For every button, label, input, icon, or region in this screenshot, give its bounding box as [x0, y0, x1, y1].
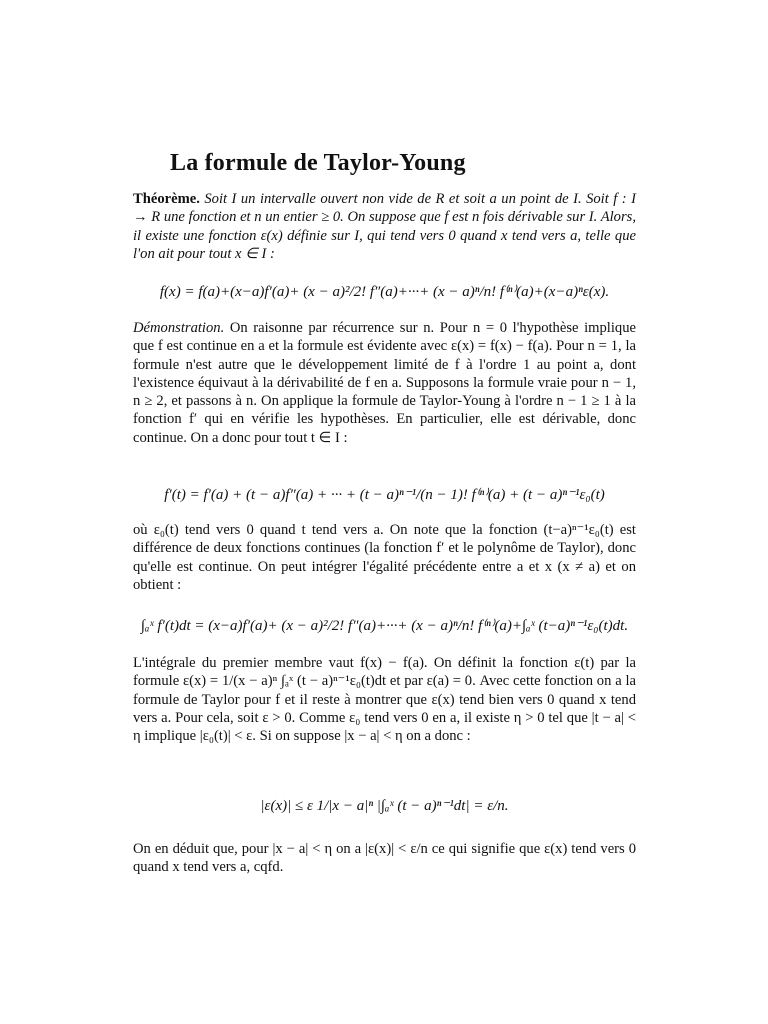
formula-bound: |ε(x)| ≤ ε 1/|x − a|ⁿ |∫ₐˣ (t − a)ⁿ⁻¹dt| = ε/n. [260, 798, 509, 814]
proof-paragraph [133, 319, 636, 447]
formula-taylor-young: f(x) = f(a)+(x−a)f′(a)+ (x − a)²/2! f″(a)+···+ (x − a)ⁿ/n! f⁽ⁿ⁾(a)+(x−a)ⁿε(x). [159, 284, 610, 300]
continuity-paragraph: où ε₀(t) tend vers 0 quand t tend vers a. On note que la fonction (t−a)ⁿ⁻¹ε₀(t) est différence de deux fonctions continues (la fonction f′ et le polynôme de Taylor), donc qu'elle est continue. On peut intégrer l'égalité précédente entre a et x (x ≠ a) et on obtient : [133, 522, 636, 593]
formula-derivative: f′(t) = f′(a) + (t − a)f″(a) + ··· + (t − a)ⁿ⁻¹/(n − 1)! f⁽ⁿ⁾(a) + (t − a)ⁿ⁻¹ε₀(t) [164, 487, 605, 503]
definition-paragraph: L'intégrale du premier membre vaut f(x) − f(a). On définit la fonction ε(t) par la formule ε(x) = 1/(x − a)ⁿ ∫ₐˣ (t − a)ⁿ⁻¹ε₀(t)dt et par ε(a) = 0. Avec cette fonction on a la formule de Taylor pour f et il reste à montrer que ε(x) tend bien vers 0 quand x tend vers a. Pour cela, soit ε > 0. Comme ε₀ tend vers 0 en a, il existe η > 0 tel que |t − a| < η implique |ε₀(t)| < ε. Si on suppose |x − a| < η on a donc : [133, 655, 636, 745]
theorem-text: Soit I un intervalle ouvert non vide de R et soit a un point de I. Soit f : I → R une fonction et n un entier ≥ 0. On suppose que f est n fois dérivable sur I. Alors, il existe une fonction ε(x) définie sur I, qui tend vers 0 quand x tend vers a, telle que l'on ait pour tout x ∈ I : [133, 191, 636, 262]
proof-label: Démonstration. [133, 320, 225, 336]
formula-integral: ∫ₐˣ f′(t)dt = (x−a)f′(a)+ (x − a)²/2! f″(a)+···+ (x − a)ⁿ/n! f⁽ⁿ⁾(a)+∫ₐˣ (t−a)ⁿ⁻¹ε₀(t)dt. [140, 618, 629, 634]
page-title: La formule de Taylor-Young [170, 150, 466, 176]
theorem-paragraph [133, 190, 636, 263]
conclusion-paragraph: On en déduit que, pour |x − a| < η on a |ε(x)| < ε/n ce qui signifie que ε(x) tend vers 0 quand x tend vers a, cqfd. [133, 841, 636, 876]
theorem-label: Théorème. [133, 191, 200, 207]
proof-text: On raisonne par récurrence sur n. Pour n = 0 l'hypothèse implique que f est continue en a et la formule est évidente avec ε(x) = f(x) − f(a). Pour n = 1, la formule n'est autre que le développement limité de f à l'ordre 1 au point a, dont l'existence équivaut à la dérivabilité de f en a. Supposons la formule vraie pour n − 1, n ≥ 2, et passons à n. On applique la formule de Taylor-Young à l'ordre n − 1 ≥ 1 à la fonction f′ qui en vérifie les hypothèses. En particulier, elle est dérivable, donc continue. On a donc pour tout t ∈ I : [133, 320, 636, 446]
